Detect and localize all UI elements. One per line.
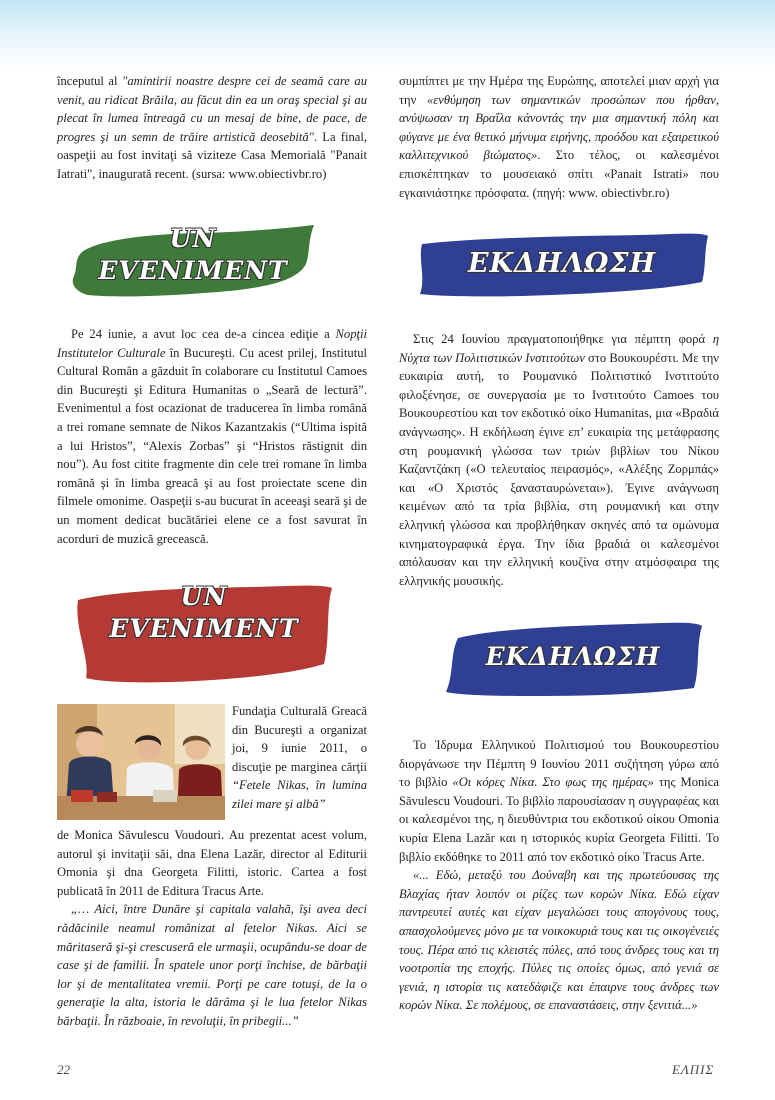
page-number: 22 (57, 1062, 70, 1077)
text-span: συμπίπτει με την Ημέρα της Ευρώπης, αποτελεί μιαν αρχή για την (399, 74, 719, 107)
gr-quote: «... Εδώ, μεταξύ του Δούναβη και της πρωτεύουσας της Βλαχίας ήταν λοιπόν οι ρίζες των κορών Νίκα. Εδώ είχαν παντρευτεί αυτές και είχαν μεγαλώσει τους απογόνους τους, απασχολούμενες μόνο με τα νοικοκυριά τους και τις οικογένειές τους. Πέρα από τις κλειστές πύλες, από τους άνδρες τους και τη νοοτροπία της εποχής. Πύλες τις οποίες όμως, από γενιά σε γενιά, η ιστορία τις κατεδάφιζε και έπαιρνε τους άνδρες των κορών Νίκα. Σε πολέμους, σε επαναστάσεις, στην ξενιτιά...» (399, 868, 719, 1013)
text-span: de Monica Săvulescu Voudouri. Au prezentat acest volum, autorul şi invitaţii săi, dna Elena Lazăr, director al Editurii Omonia şi dna Georgeta Filitti, istoric. Cartea a fost publicată în 2011 de Editura Tracus Arte. (57, 828, 367, 898)
ro-article-2-body (57, 826, 367, 1031)
left-top-text (57, 72, 367, 184)
banner-ekdilosi-blue-1 (412, 230, 712, 300)
text-span: Το Ίδρυμα Ελληνικού Πολιτισμού του Βουκουρεστίου διοργάνωσε την Πέμπτη 9 Ιουνίου 2011 συζήτηση γύρω από το βιβλίο (399, 738, 719, 790)
gr-article-2 (399, 736, 719, 1015)
italic-span: «ενθύμηση των σημαντικών προσώπων που ήρθαν, ανύψωσαν τη Βραΐλα κάνοντάς την μια σημαντική πόλη και φύγανε με ένα θετικό μήνυμα ειρήνης, προόδου και εξαιρετικού καλλιτεχνικού βιώματος» (399, 92, 719, 163)
text-span: Fundaţia Culturală Greacă din Bucureşti a organizat joi, 9 iunie 2011, o discuţie pe marginea cărţii (232, 704, 367, 774)
italic-span: η Νύχτα των Πολιτιστικών Ινστιτούτων (399, 332, 719, 365)
ro-article-2-intro (232, 702, 367, 814)
text-span: începutul al (57, 74, 123, 88)
banner-un-eveniment-green (68, 222, 318, 302)
text-span: της Monica Săvulescu Voudouri. Το βιβλίο παρουσίασαν η συγγραφέας και οι καλεσμένοι της, η διευθύντρια του εκδοτικού οίκου Omonia κυρία Elena Lazăr και η ιστορικός κυρία Georgeta Filitti. Το βιβλίο εκδόθηκε το 2011 από τον εκδοτικό οίκο Tracus Arte. (399, 775, 719, 864)
banner-text: ΕΚΔΗΛΩΣΗ (485, 642, 661, 671)
event-photo (57, 704, 225, 820)
banner-ekdilosi-blue-2 (440, 618, 706, 698)
italic-span: Nopţii Institutelor Culturale (57, 327, 367, 360)
banner-line-1: UN (169, 224, 217, 253)
ro-article-1 (57, 325, 367, 548)
text-span: Στις 24 Ιουνίου πραγματοποιήθηκε για πέμπτη φορά (413, 332, 713, 346)
banner-un-eveniment-red (72, 578, 336, 688)
ro-quote: „… Aici, între Dunăre şi capitala valahă, îşi avea deci rădăcinile neamul românizat al fetelor Nikas. Aici se măritaseră şi-şi crescuseră ele urmaşii, ocupându-se doar de case şi de familii. În spatele unor porţi închise, de bărbaţii lor şi de mentalitatea vremii. Porţi pe care totuşi, de la o generaţie la alta, istoria le dărâma şi le lua fetelor Nikas bărbaţii. În războaie, în revoluţii, în pribegii...” (57, 902, 367, 1028)
italic-span: «Οι κόρες Νίκα. Στο φως της ημέρας» (452, 775, 654, 790)
gr-article-1 (399, 330, 719, 590)
banner-line-2: EVENIMENT (98, 256, 288, 285)
right-top-text (399, 72, 719, 202)
top-gradient (0, 0, 775, 70)
text-span: . Στο τέλος, οι καλεσμένοι επισκέπτηκαν το μουσειακό σπίτι «Panait Istrati» που εγκαινιάστηκε πρόσφατα. (πηγή: www. obiectivbr.ro) (399, 148, 719, 200)
italic-span: “Fetele Nikas, în lumina zilei mare şi albă” (232, 778, 367, 811)
banner-line-1: UN (180, 582, 228, 611)
italic-span: "amintirii noastre despre cei de seamă care au venit, au ridicat Brăila, au făcut din ea un oraş special şi au plecat în lumea întreagă cu un mesaj de bine, de pace, de progres şi un semn de trăire artistică deosebită" (57, 74, 367, 144)
text-span: Pe 24 iunie, a avut loc cea de-a cincea ediţie a (71, 327, 336, 341)
text-span: . La final, oaspeţii au fost invitaţi să viziteze Casa Memorială "Panait Iatrati", inaugurată recent. (sursa: www.obiectivbr.ro) (57, 129, 367, 181)
text-span: στο Βουκουρέστι. Με την ευκαιρία αυτή, το Ρουμανικό Πολιτιστικό Ινστιτούτο φιλοξένησε, σε συνεργασία με το Ινστιτούτο Camoes του Βουκουρεστίου και τον εκδοτικό οίκο Humanitas, μια «Βραδιά ανάγνωσης». Η εκδήλωση έγινε επ’ ευκαιρία της μετάφρασης στη ρουμανική γλώσσα των τριών βιβλίων του Νίκου Καζαντζάκη («Ο τελευταίος πειρασμός», «Αλέξης Ζορμπάς» και «Ο Χριστός ξανασταυρώνεται»). Έγινε ανάγνωση κειμένων από τα τρία βιβλία, στη ρουμανική και στην ελληνική γλώσσα και προβλήθηκαν σκηνές από τα ομώνυμα κινηματογραφικά έργα. Την ίδια βραδιά οι καλεσμένοι απόλαυσαν και την ελληνική κουζίνα στην ατμόσφαιρα της ελληνικής μουσικής. (399, 350, 720, 588)
text-span: în Bucureşti. Cu acest prilej, Institutul Cultural Român a găzduit în colaborare cu Institutul Camoes din Bucureşti şi Editura Humanitas o „Seară de lectură”. Evenimentul a fost ocazionat de traducerea în limba română a trei romane semnate de Nikos Kazantzakis (“Ultima ispită a lui Hristos”, “Alexis Zorbas” şi “Hristos răstignit din nou”). Au fost citite fragmente din cele trei romane în limba română şi în limba greacă şi au fost proiectate scene din filmele omonime. Oaspeţii s-au bucurat în aceeaşi seară şi de un moment dedicat bucătăriei elene ce a fost savurat în acorduri de muzică grecească. (57, 345, 367, 546)
photo-illustration (57, 704, 225, 820)
banner-text: ΕΚΔΗΛΩΣΗ (467, 248, 657, 279)
banner-line-2: EVENIMENT (109, 614, 299, 643)
magazine-name: ΕΛΠΙΣ (672, 1062, 715, 1077)
